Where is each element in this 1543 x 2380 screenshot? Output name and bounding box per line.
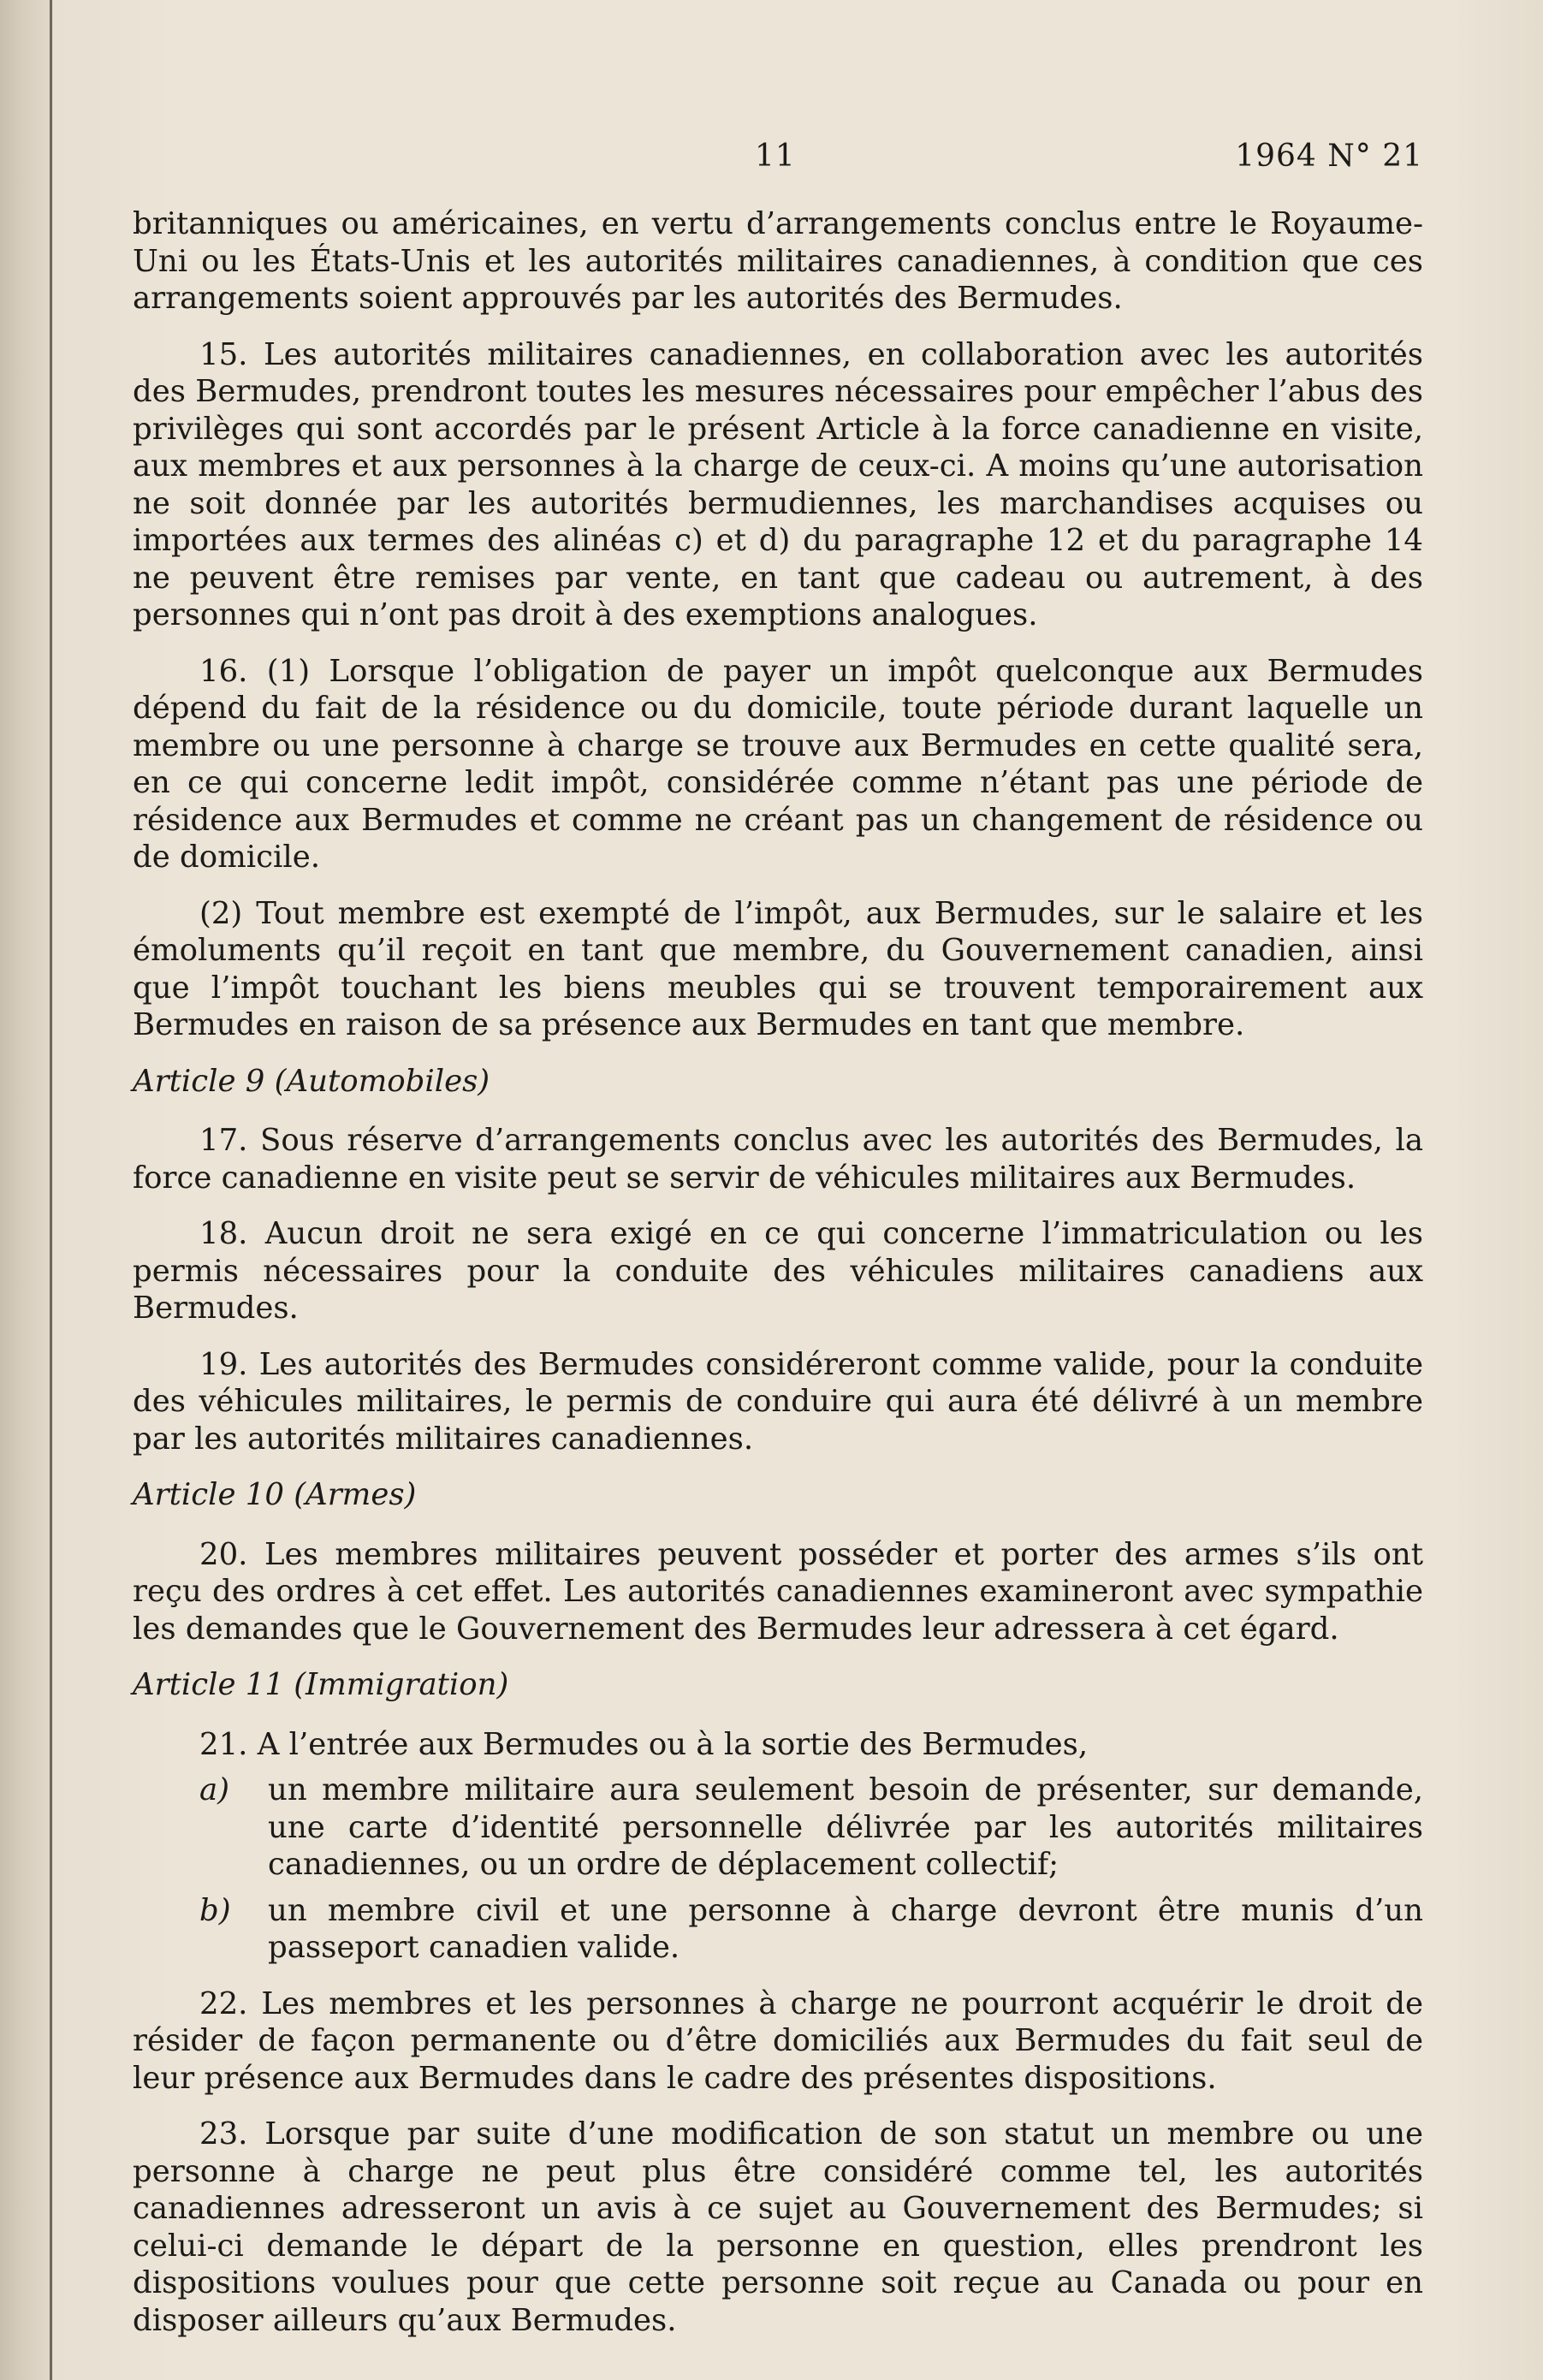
paragraph-20: 20. Les membres militaires peuvent posséder et porter des armes s’ils ont reçu des ordres à cet effet. Les autorités canadiennes examineront avec sympathie les demandes que le Gouvernement des Bermudes leur adressera à cet égard. [133, 1536, 1423, 1647]
paragraph-22: 22. Les membres et les personnes à charge ne pourront acquérir le droit de résider de façon permanente ou d’être domiciliés aux Bermudes du fait seul de leur présence aux Bermudes dans le cadre des présentes dispositions. [133, 1985, 1423, 2096]
book-binding [0, 0, 53, 2380]
paragraph-16-1: 16. (1) Lorsque l’obligation de payer un impôt quelconque aux Bermudes dépend du fait de la résidence ou du domicile, toute période durant laquelle un membre ou une personne à charge se trouve aux Bermudes en cette qualité sera, en ce qui concerne ledit impôt, considérée comme n’étant pas une période de résidence aux Bermudes et comme ne créant pas un changement de résidence ou de domicile. [133, 653, 1423, 875]
list-item-text: un membre civil et une personne à charge devront être munis d’un passeport canadien valide. [268, 1892, 1423, 1965]
list-item-b [199, 1892, 1423, 1967]
list-item-a [199, 1772, 1423, 1884]
paragraph-23: 23. Lorsque par suite d’une modification de son statut un membre ou une personne à charge ne peut plus être considéré comme tel, les autorités canadiennes adresseront un avis à ce sujet au Gouvernement des Bermudes; si celui-ci demande le départ de la personne en question, elles prendront les dispositions voulues pour que cette personne soit reçue au Canada ou pour en disposer ailleurs qu’aux Bermudes. [133, 2116, 1423, 2338]
paragraph-18: 18. Aucun droit ne sera exigé en ce qui concerne l’immatriculation ou les permis nécessaires pour la conduite des véhicules militaires canadiens aux Bermudes. [133, 1216, 1423, 1326]
paragraph-14-continued: britanniques ou américaines, en vertu d’arrangements conclus entre le Royaume-Uni ou les États-Unis et les autorités militaires canadiennes, à condition que ces arrangements soient approuvés par les autorités des Bermudes. [133, 206, 1423, 316]
document-body [133, 205, 1423, 2358]
article-11-heading: Article 11 (Immigration) [133, 1667, 509, 1702]
paragraph-16-2: (2) Tout membre est exempté de l’impôt, aux Bermudes, sur le salaire et les émoluments qu’il reçoit en tant que membre, du Gouvernement canadien, ainsi que l’impôt touchant les biens meubles qui se trouvent temporairement aux Bermudes en raison de sa présence aux Bermudes en tant que membre. [133, 895, 1423, 1042]
paragraph-17: 17. Sous réserve d’arrangements conclus avec les autorités des Bermudes, la force canadienne en visite peut se servir de véhicules militaires aux Bermudes. [133, 1123, 1423, 1196]
page-number: 11 [755, 139, 796, 174]
binding-edge-line [50, 0, 52, 2380]
page-header [0, 139, 1543, 181]
article-9-heading: Article 9 (Automobiles) [133, 1063, 490, 1099]
list-item-letter: b) [199, 1892, 231, 1928]
list-item-letter: a) [199, 1772, 230, 1807]
article-10-heading: Article 10 (Armes) [133, 1477, 417, 1512]
paragraph-21: 21. A l’entrée aux Bermudes ou à la sortie des Bermudes, [199, 1726, 1089, 1762]
list-item-text: un membre militaire aura seulement besoin de présenter, sur demande, une carte d’identité personnelle délivrée par les autorités militaires canadiennes, ou un ordre de déplacement collectif; [268, 1772, 1423, 1882]
document-reference: 1964 N° 21 [1235, 139, 1423, 174]
paragraph-19: 19. Les autorités des Bermudes considéreront comme valide, pour la conduite des véhicules militaires, le permis de conduire qui aura été délivré à un membre par les autorités militaires canadiennes. [133, 1346, 1423, 1457]
paragraph-15: 15. Les autorités militaires canadiennes, en collaboration avec les autorités des Bermudes, prendront toutes les mesures nécessaires pour empêcher l’abus des privilèges qui sont accordés par le présent Article à la force canadienne en visite, aux membres et aux personnes à la charge de ceux-ci. A moins qu’une autorisation ne soit donnée par les autorités bermudiennes, les marchandises acquises ou importées aux termes des alinéas c) et d) du paragraphe 12 et du paragraphe 14 ne peuvent être remises par vente, en tant que cadeau ou autrement, à des personnes qui n’ont pas droit à des exemptions analogues. [133, 336, 1423, 632]
